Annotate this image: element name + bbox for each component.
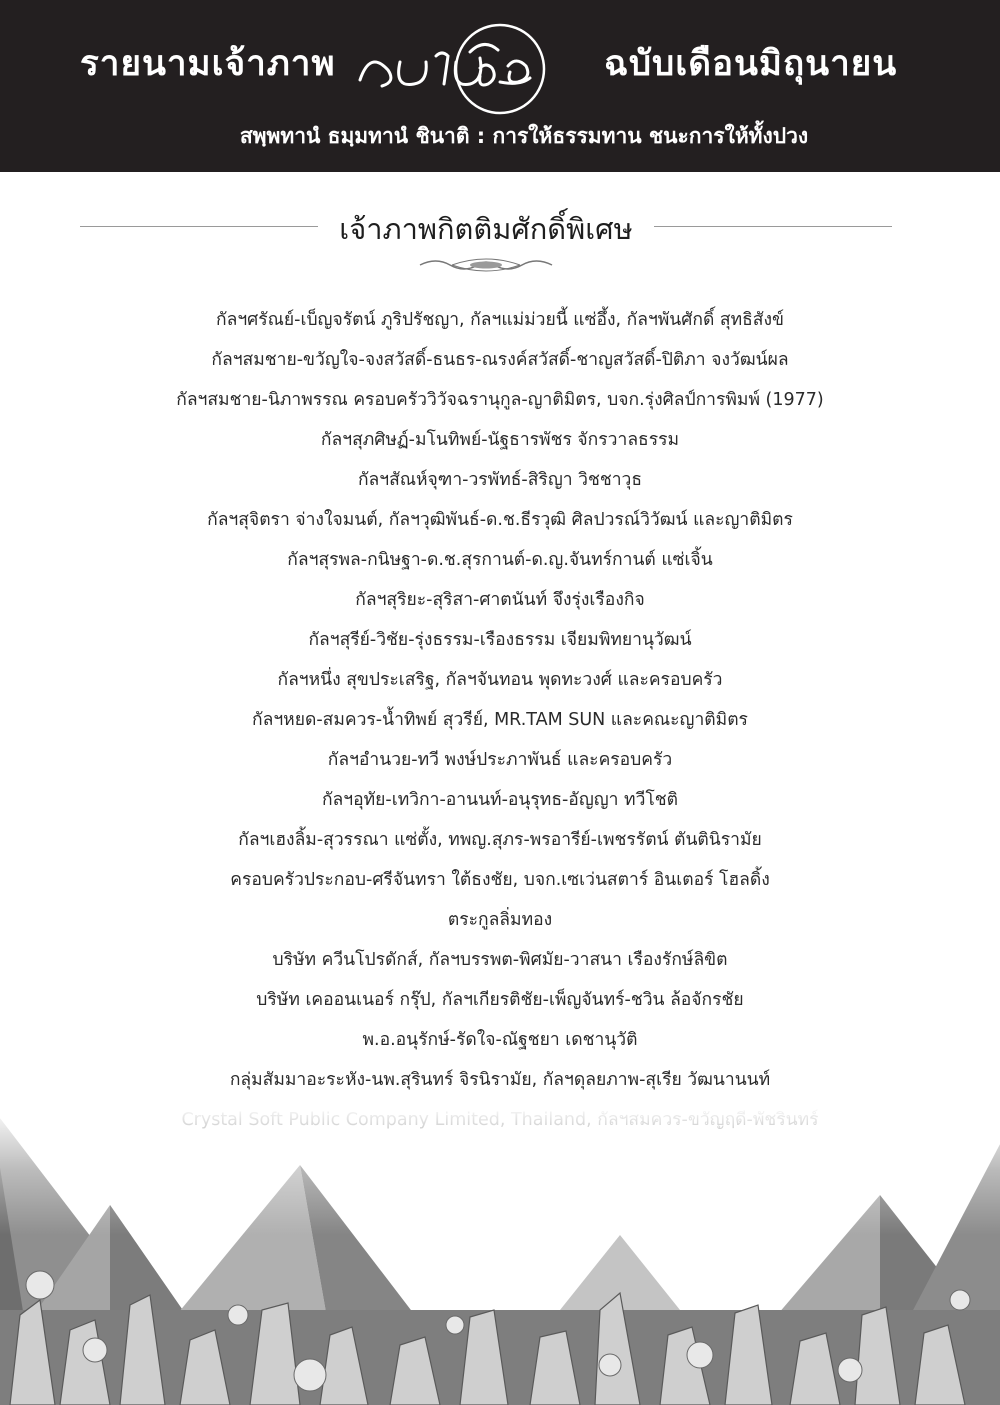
list-item: กัลฯสมชาย-ขวัญใจ-จงสวัสดิ์-ธนธร-ณรงค์สวัสดิ์-ชาญสวัสดิ์-ปิติภา จงวัฒน์ผล bbox=[211, 350, 789, 370]
flourish-ornament bbox=[416, 254, 556, 276]
list-item: กลุ่มสัมมาอะระหัง-นพ.สุรินทร์ จิรนิรามัย, กัลฯดุลยภาพ-สุเรีย วัฒนานนท์ bbox=[229, 1070, 771, 1090]
list-item: กัลฯศรัณย์-เบ็ญจรัตน์ ภูริปรัชญา, กัลฯแม่ม่วยนี้ แซ่อึ้ง, กัลฯพันศักดิ์ สุทธิสังข์ bbox=[216, 310, 784, 330]
header-title-right: ฉบับเดือนมิถุนายน bbox=[604, 44, 898, 84]
header-title-left: รายนามเจ้าภาพ bbox=[80, 44, 336, 84]
logo-text: อยู่ในบุญ bbox=[465, 112, 469, 113]
magazine-logo bbox=[350, 22, 580, 116]
donor-list bbox=[60, 300, 940, 1140]
list-item: กัลฯอำนวย-ทวี พงษ์ประภาพันธ์ และครอบครัว bbox=[327, 750, 673, 770]
list-item: กัลฯสุรพล-กนิษฐา-ด.ช.สุรกานต์-ด.ญ.จันทร์กานต์ แซ่เจิ้น bbox=[287, 550, 713, 570]
section-heading bbox=[80, 198, 892, 278]
list-item: กัลฯสุจิตรา จ่างใจมนต์, กัลฯวุฒิพันธ์-ด.ช.ธีรวุฒิ ศิลปวรณ์วิวัฒน์ และญาติมิตร bbox=[207, 510, 793, 530]
list-item: กัลฯสุริยะ-สุริสา-ศาตนันท์ จึงรุ่งเรืองกิจ bbox=[355, 590, 645, 610]
list-item: บริษัท เคออนเนอร์ กรุ๊ป, กัลฯเกียรติชัย-เพ็ญจันทร์-ชวิน ล้อจักรชัย bbox=[256, 990, 744, 1010]
list-item: กัลฯเฮงลิ้ม-สุวรรณา แซ่ตั้ง, ทพญ.สุภร-พรอารีย์-เพชรรัตน์ ตันตินิรามัย bbox=[238, 830, 762, 850]
list-item: ครอบครัวประกอบ-ศรีจันทรา ใต้ธงชัย, บจก.เซเว่นสตาร์ อินเตอร์ โฮลดิ้ง bbox=[230, 870, 770, 890]
list-item: กัลฯอุทัย-เทวิกา-อานนท์-อนุรุทธ-อัญญา ทวีโชติ bbox=[321, 790, 679, 810]
list-item: กัลฯสุรีย์-วิชัย-รุ่งธรรม-เรืองธรรม เจียมพิทยานุวัฒน์ bbox=[308, 630, 692, 650]
list-item: บริษัท ควีนโปรดักส์, กัลฯบรรพต-พิศมัย-วาสนา เรืองรักษ์ลิขิต bbox=[272, 950, 728, 970]
list-item: พ.อ.อนุรักษ์-รัดใจ-ณัฐชยา เดชานุวัติ bbox=[362, 1030, 638, 1050]
header-banner bbox=[0, 0, 1000, 172]
list-item: กัลฯสัณห์จุฑา-วรพัทธ์-สิริญา วิชชาวุธ bbox=[357, 470, 643, 490]
section-title: เจ้าภาพกิตติมศักดิ์พิเศษ bbox=[339, 212, 633, 246]
list-item: กัลฯหยด-สมควร-น้ำทิพย์ สุวรีย์, MR.TAM SUN และคณะญาติมิตร bbox=[252, 710, 748, 730]
crystal-pyramid-illustration bbox=[0, 1105, 1000, 1405]
list-item: ตระกูลลิ่มทอง bbox=[447, 910, 553, 930]
list-item: กัลฯสุภศิษฏ์-มโนทิพย์-นัฐธารพัชร จักรวาลธรรม bbox=[320, 430, 680, 450]
list-item: กัลฯหนึ่ง สุขประเสริฐ, กัลฯจันทอน พุดทะวงศ์ และครอบครัว bbox=[277, 670, 723, 690]
header-subtitle: สพฺพทานํ ธมฺมทานํ ชินาติ : การให้ธรรมทาน ชนะการให้ทั้งปวง bbox=[239, 124, 809, 148]
list-item: กัลฯสมชาย-นิภาพรรณ ครอบครัววิวัจฉรานุกูล-ญาติมิตร, บจก.รุ่งศิลป์การพิมพ์ (1977) bbox=[176, 390, 824, 410]
